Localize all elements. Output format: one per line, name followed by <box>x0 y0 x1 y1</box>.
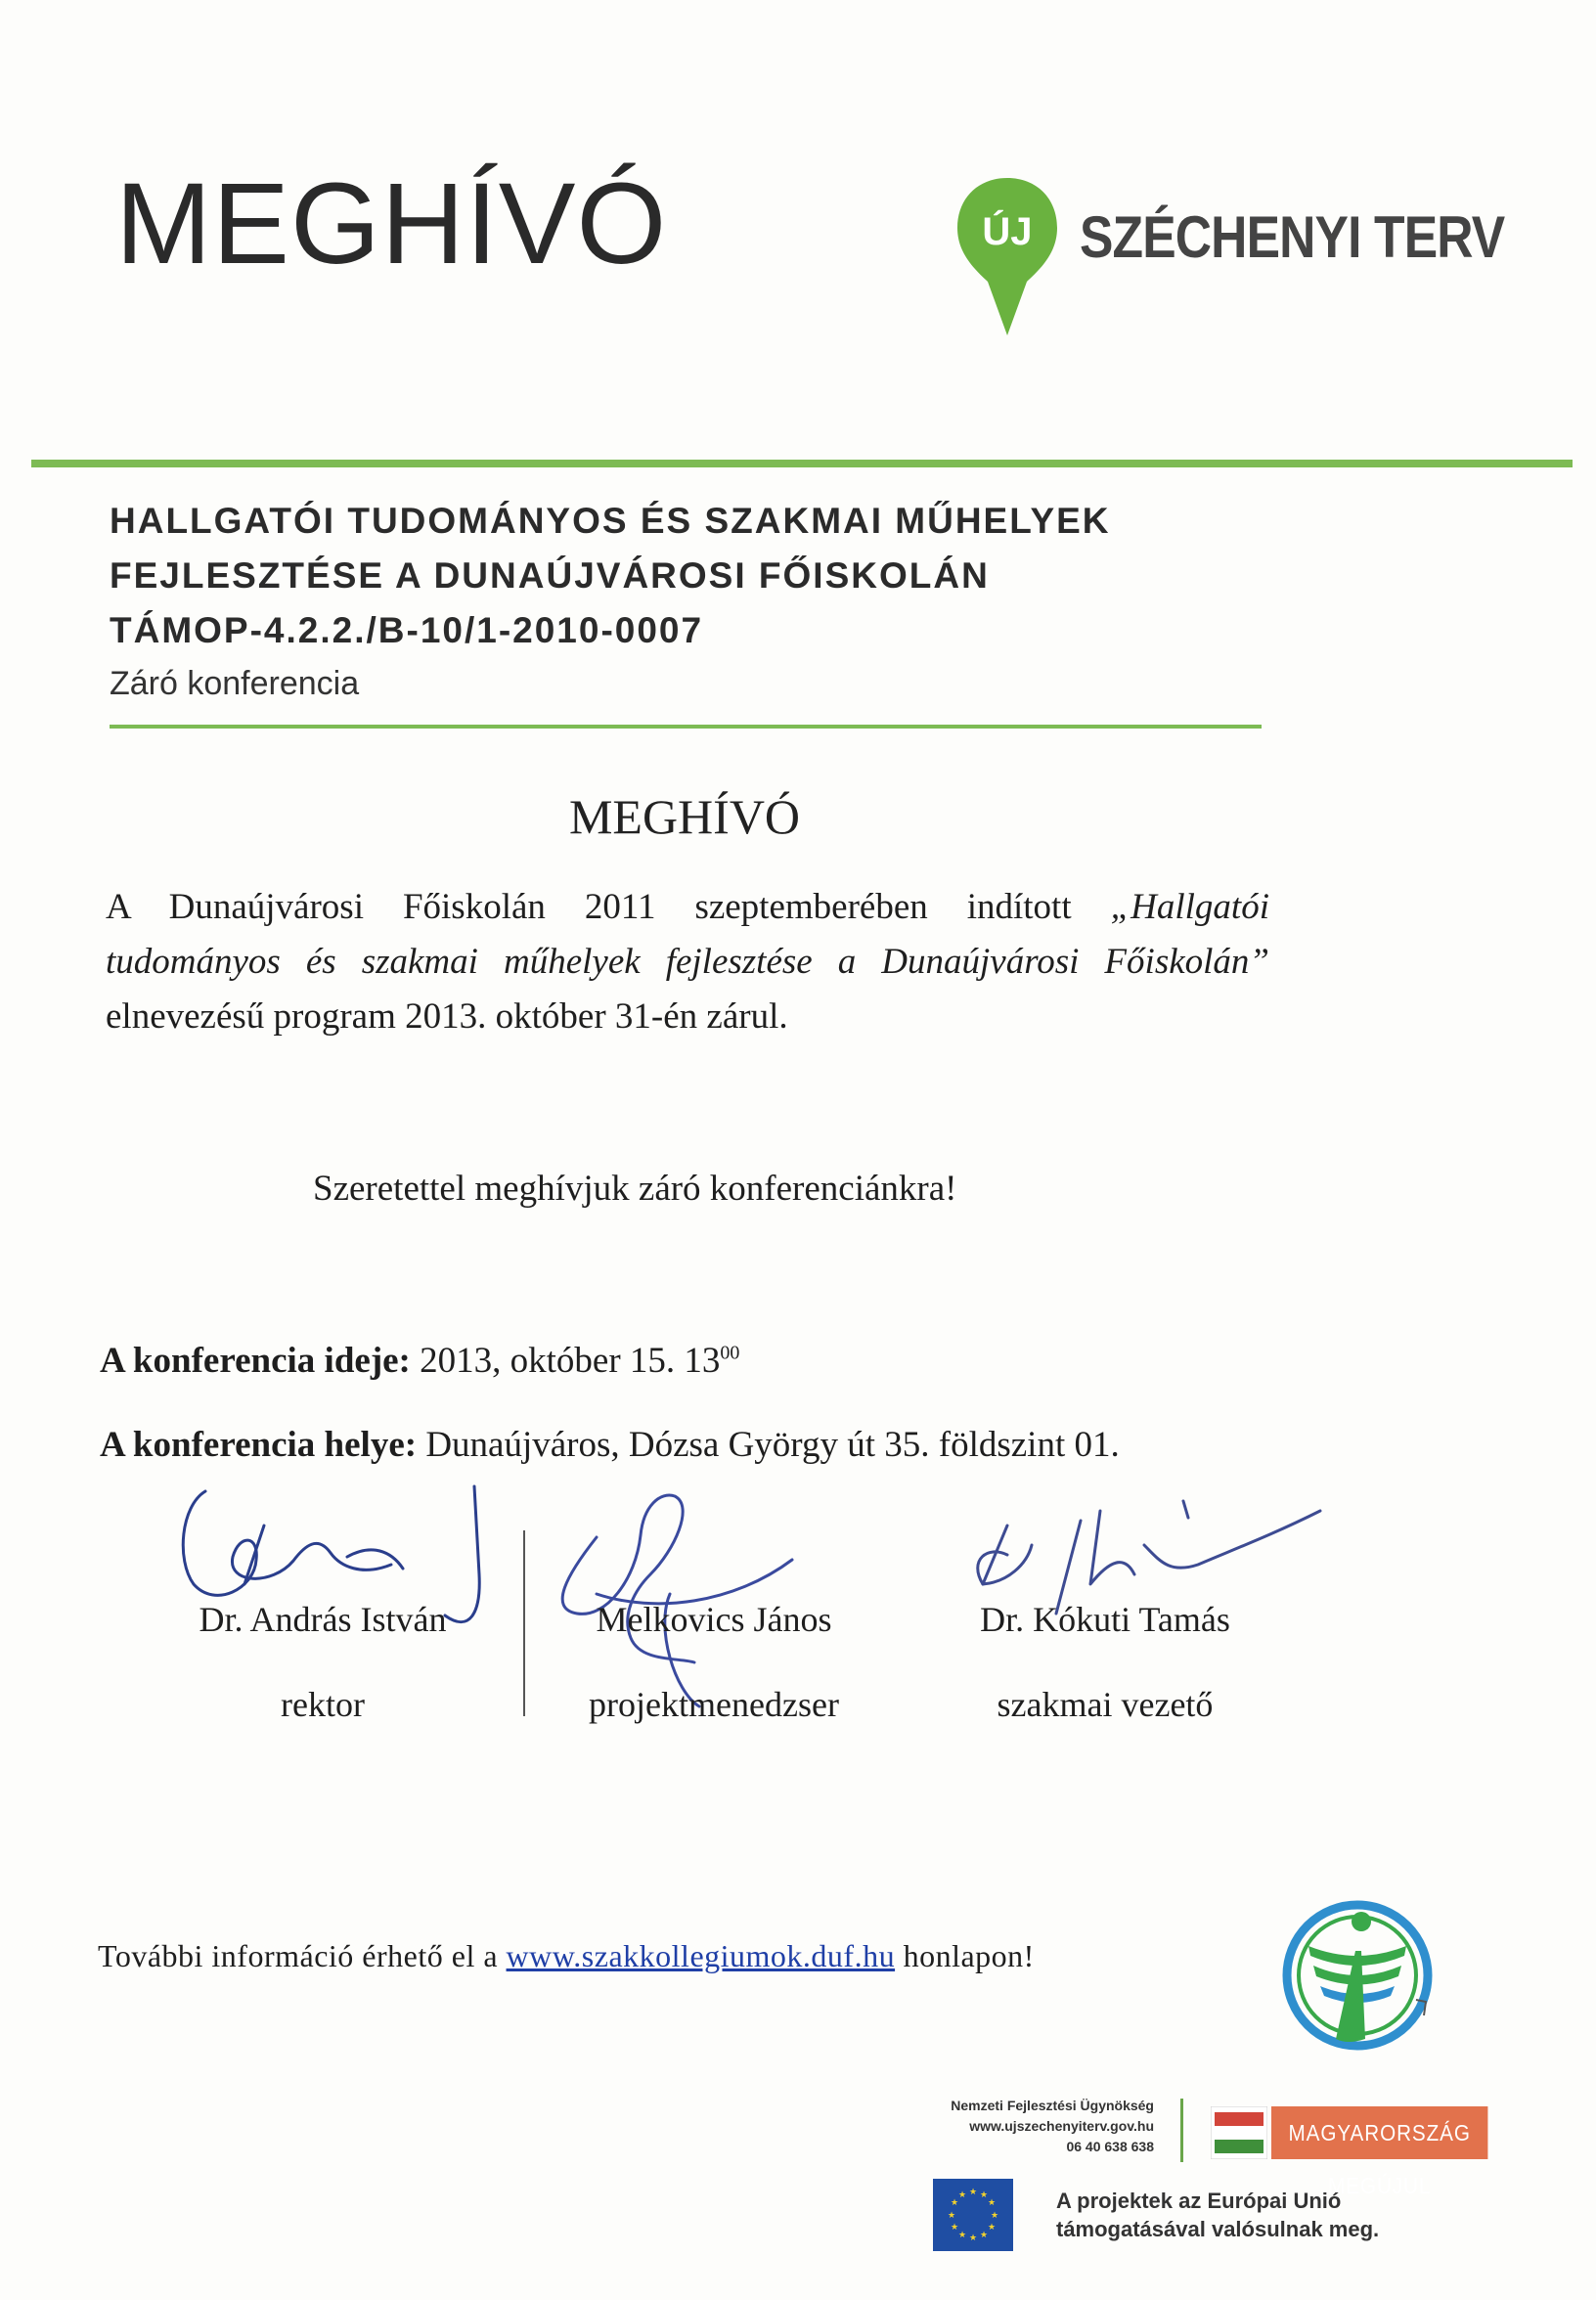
eu-line2: támogatásával valósulnak meg. <box>1056 2217 1380 2241</box>
conference-place <box>100 1424 1120 1466</box>
svg-text:★: ★ <box>979 2231 989 2240</box>
svg-text:★: ★ <box>947 2211 956 2221</box>
signatory-role-1: rektor <box>281 1685 365 1724</box>
agency-phone: 06 40 638 638 <box>1066 2139 1154 2154</box>
renew-badge: MAGYARORSZÁG MEGÚJUL <box>1271 2106 1487 2159</box>
svg-text:★: ★ <box>950 2223 959 2233</box>
program-title: „Hallgatói tudományos és szakmai műhelyek fejlesztése a Dunaújvárosi Főiskolán” <box>106 887 1269 982</box>
project-divider <box>110 725 1262 729</box>
signatory-name-1: Dr. András István <box>199 1600 447 1639</box>
szechenyi-pin-icon <box>953 174 1061 340</box>
time-sup: 00 <box>720 1342 740 1364</box>
para-start: A Dunaújvárosi Főiskolán 2011 szeptemberében indított <box>106 887 1111 927</box>
more-info <box>98 1938 1035 1974</box>
logo-badge: ÚJ <box>982 210 1033 253</box>
eu-line1: A projektek az Európai Unió <box>1056 2189 1342 2213</box>
agency-name: Nemzeti Fejlesztési Ügynökség <box>951 2098 1154 2113</box>
signatory-role-2: projektmenedzser <box>589 1685 839 1724</box>
event-name: Záró konferencia <box>110 665 360 702</box>
conference-time <box>100 1340 739 1382</box>
invitation-paragraph <box>106 880 1269 1044</box>
project-title-line2: FEJLESZTÉSE A DUNAÚJVÁROSI FŐISKOLÁN <box>110 555 990 596</box>
agency-web: www.ujszechenyiterv.gov.hu <box>969 2118 1154 2134</box>
eu-flag-icon <box>933 2179 1013 2251</box>
college-logo-icon <box>1279 1892 1440 2058</box>
svg-text:★: ★ <box>957 2231 967 2240</box>
signatory-role-3: szakmai vezető <box>997 1685 1214 1724</box>
more-suffix: honlapon! <box>895 1938 1035 1973</box>
signature-kokuti <box>978 1501 1320 1614</box>
svg-text:★: ★ <box>957 2190 967 2200</box>
svg-text:★: ★ <box>990 2211 999 2221</box>
svg-text:★: ★ <box>979 2190 989 2200</box>
svg-text:★: ★ <box>968 2234 978 2243</box>
svg-text:★: ★ <box>987 2198 997 2208</box>
header-divider <box>31 460 1573 467</box>
place-label: A konferencia helye: <box>100 1425 418 1465</box>
project-title-line1: HALLGATÓI TUDOMÁNYOS ÉS SZAKMAI MŰHELYEK <box>110 501 1111 541</box>
agency-separator <box>1180 2099 1183 2162</box>
project-code: TÁMOP-4.2.2./B-10/1-2010-0007 <box>110 610 704 650</box>
para-end: elnevezésű program 2013. október 31-én zárul. <box>106 996 788 1037</box>
invitation-heading: MEGHÍVÓ <box>568 789 801 844</box>
website-link[interactable]: www.szakkollegiumok.duf.hu <box>506 1938 896 1973</box>
signatures-graphic <box>147 1467 1369 1721</box>
eu-support-text <box>1056 2187 1379 2243</box>
more-prefix: További információ érhető el a <box>98 1938 507 1973</box>
svg-text:★: ★ <box>987 2223 997 2233</box>
signatory-name-2: Melkovics János <box>596 1600 832 1639</box>
svg-text:★: ★ <box>950 2198 959 2208</box>
hungarian-flag-icon <box>1211 2106 1267 2159</box>
logo-text: SZÉCHENYI TERV <box>1080 204 1505 270</box>
time-label: A konferencia ideje: <box>100 1341 411 1381</box>
page-title: MEGHÍVÓ <box>115 159 668 288</box>
greeting: Szeretettel meghívjuk záró konferenciánkra! <box>313 1169 957 1209</box>
time-value: 2013, október 15. 13 <box>410 1341 721 1381</box>
signatory-name-3: Dr. Kókuti Tamás <box>980 1600 1230 1639</box>
signature-divider <box>523 1530 525 1716</box>
svg-text:★: ★ <box>968 2188 978 2197</box>
place-value: Dunaújváros, Dózsa György út 35. földszint 01. <box>417 1425 1120 1465</box>
agency-info <box>900 2096 1154 2157</box>
